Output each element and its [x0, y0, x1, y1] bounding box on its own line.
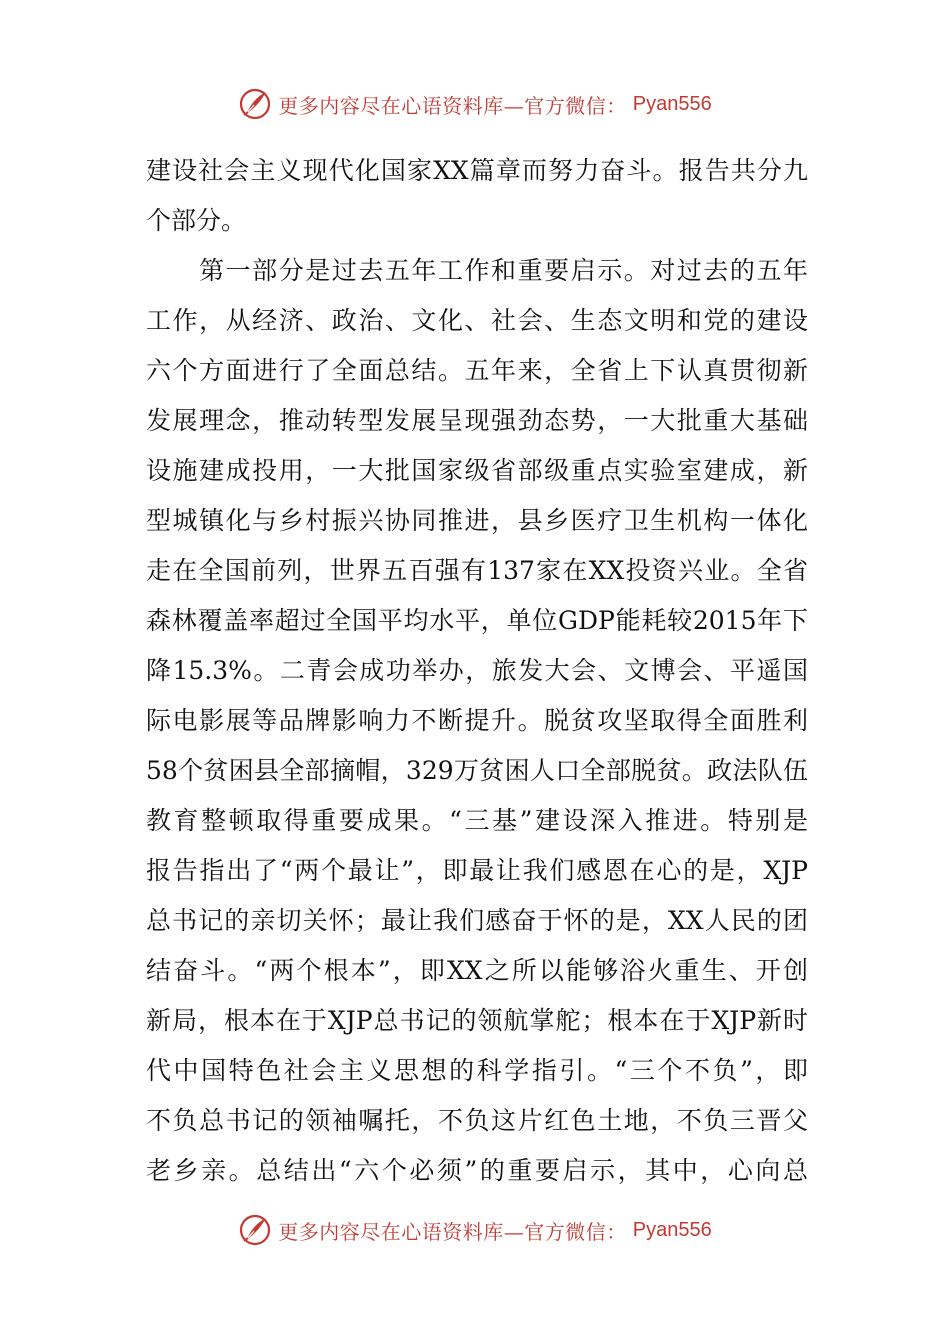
watermark-text: 更多内容尽在心语资料库—官方微信：: [278, 93, 627, 118]
text-line: 老乡亲。总结出“六个必须”的重要启示，其中，心向总: [146, 1156, 808, 1185]
text-line: 型城镇化与乡村振兴协同推进，县乡医疗卫生机构一体化: [146, 506, 808, 535]
text-line: 降15.3%。二青会成功举办，旅发大会、文博会、平遥国: [146, 656, 808, 685]
watermark-wechat-id: Pyan556: [632, 1218, 712, 1241]
quill-logo-icon: [238, 1213, 272, 1247]
text-line: 总书记的亲切关怀；最让我们感奋于怀的是，XX人民的团: [146, 906, 808, 935]
text-line: 森林覆盖率超过全国平均水平，单位GDP能耗较2015年下: [146, 606, 808, 635]
text-line: 第一部分是过去五年工作和重要启示。对过去的五年: [146, 256, 808, 285]
text-line: 六个方面进行了全面总结。五年来，全省上下认真贯彻新: [146, 356, 808, 385]
document-body: [146, 146, 808, 1196]
text-line: 新局，根本在于XJP总书记的领航掌舵；根本在于XJP新时: [146, 1006, 808, 1035]
text-line: 建设社会主义现代化国家XX篇章而努力奋斗。报告共分九: [146, 156, 808, 185]
footer-watermark: [0, 1208, 950, 1252]
text-line: 个部分。: [146, 206, 247, 235]
header-watermark: [0, 82, 950, 126]
text-line: 走在全国前列，世界五百强有137家在XX投资兴业。全省: [146, 556, 808, 585]
quill-logo-icon: [238, 87, 272, 121]
text-line: 结奋斗。“两个根本”，即XX之所以能够浴火重生、开创: [146, 956, 808, 985]
text-line: 不负总书记的领袖嘱托，不负这片红色土地，不负三晋父: [146, 1106, 808, 1135]
watermark-text: 更多内容尽在心语资料库—官方微信：: [278, 1219, 627, 1244]
text-line: 代中国特色社会主义思想的科学指引。“三个不负”，即: [146, 1056, 808, 1085]
text-line: 报告指出了“两个最让”，即最让我们感恩在心的是，XJP: [146, 856, 808, 885]
text-line: 58个贫困县全部摘帽，329万贫困人口全部脱贫。政法队伍: [146, 756, 808, 785]
text-line: 设施建成投用，一大批国家级省部级重点实验室建成，新: [146, 456, 808, 485]
watermark-wechat-id: Pyan556: [632, 92, 712, 115]
text-line: 工作，从经济、政治、文化、社会、生态文明和党的建设: [146, 306, 808, 335]
text-line: 际电影展等品牌影响力不断提升。脱贫攻坚取得全面胜利: [146, 706, 808, 735]
text-line: 教育整顿取得重要成果。“三基”建设深入推进。特别是: [146, 806, 808, 835]
text-line: 发展理念，推动转型发展呈现强劲态势，一大批重大基础: [146, 406, 808, 435]
